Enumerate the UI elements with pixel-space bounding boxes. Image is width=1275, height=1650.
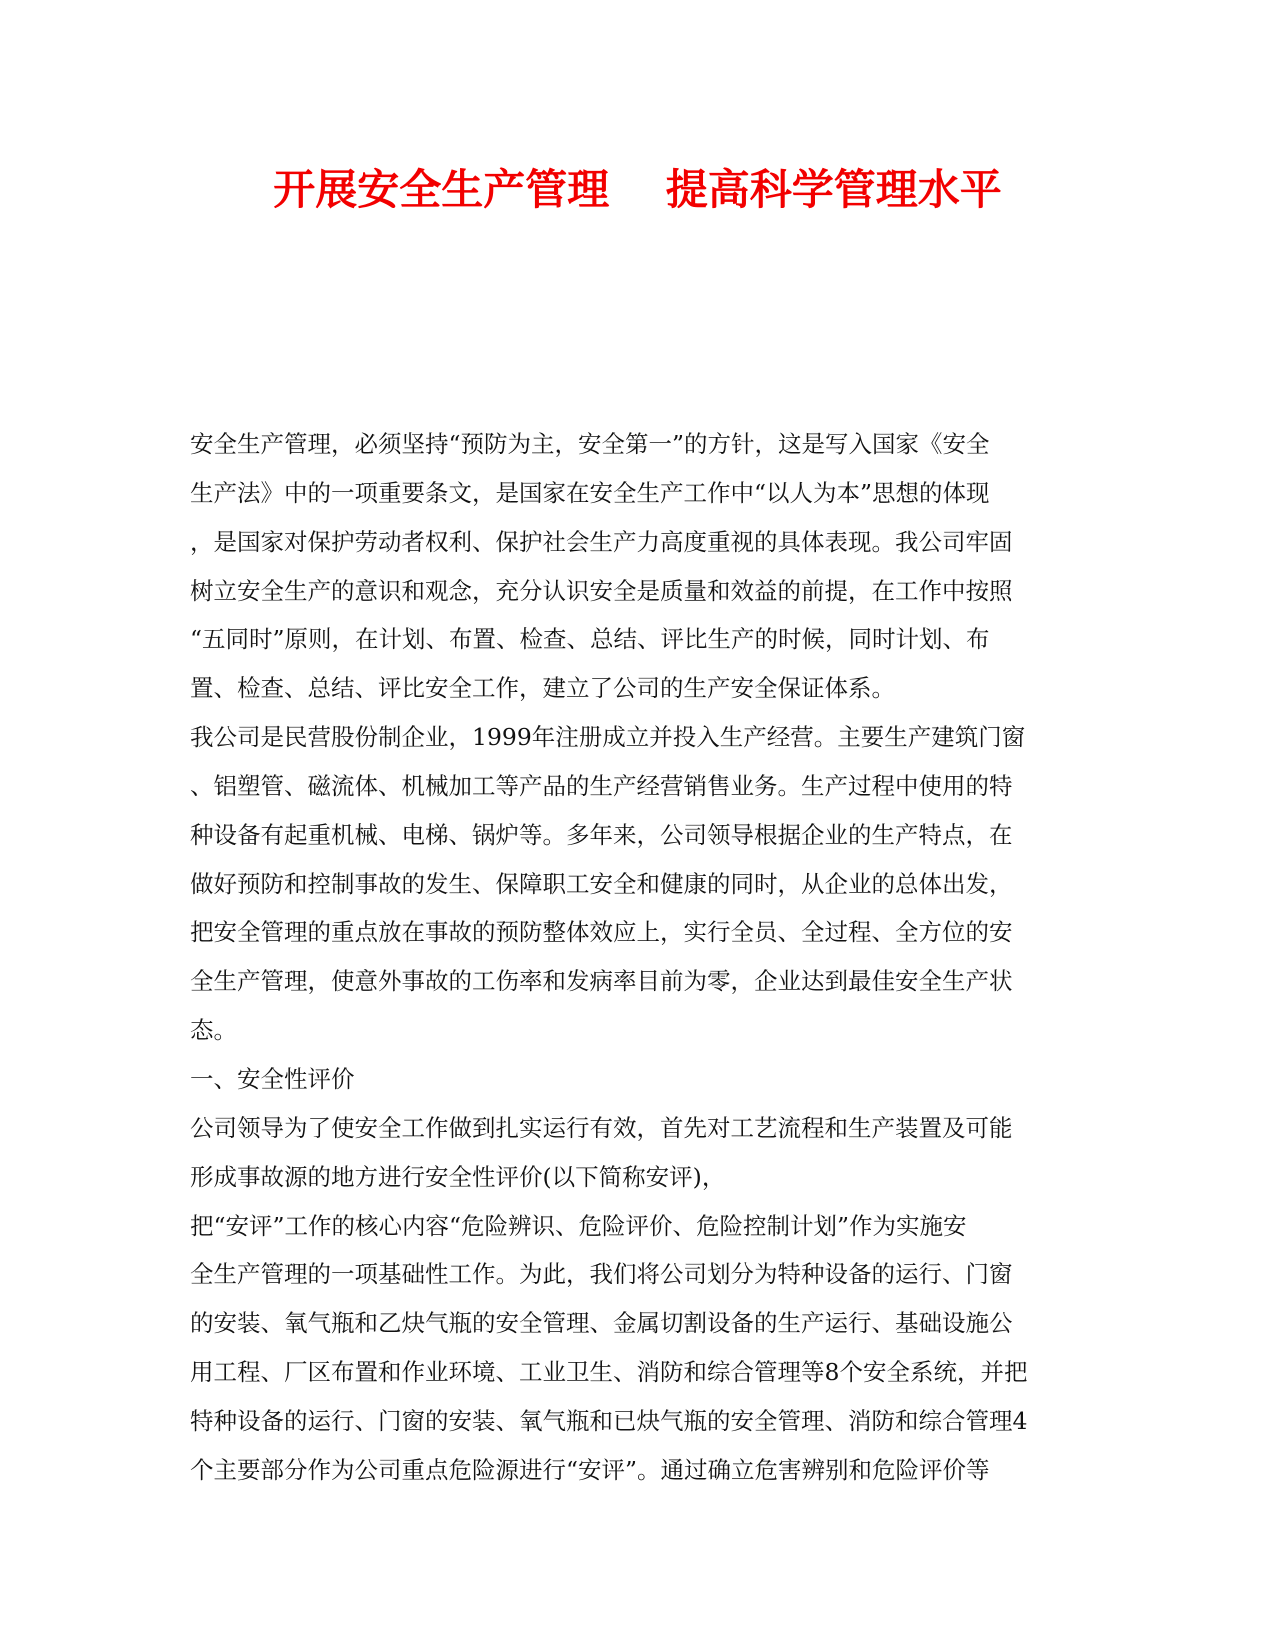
body-line: 的安装、氧气瓶和乙炔气瓶的安全管理、金属切割设备的生产运行、基础设施公	[190, 1309, 1013, 1338]
section-heading: 一、安全性评价	[190, 1064, 355, 1093]
body-line: 我公司是民营股份制企业，1999年注册成立并投入生产经营。主要生产建筑门窗	[190, 723, 1026, 752]
body-line: 全生产管理的一项基础性工作。为此，我们将公司划分为特种设备的运行、门窗	[190, 1260, 1013, 1289]
body-line: 、铝塑管、磁流体、机械加工等产品的生产经营销售业务。生产过程中使用的特	[190, 771, 1013, 800]
document-title: 开展安全生产管理 提高科学管理水平	[273, 165, 1002, 214]
body-line: 公司领导为了使安全工作做到扎实运行有效，首先对工艺流程和生产装置及可能	[190, 1113, 1013, 1142]
body-line: 置、检查、总结、评比安全工作，建立了公司的生产安全保证体系。	[190, 674, 895, 703]
body-line: 种设备有起重机械、电梯、锅炉等。多年来，公司领导根据企业的生产特点，在	[190, 820, 1013, 849]
body-line: ，是国家对保护劳动者权利、保护社会生产力高度重视的具体表现。我公司牢固	[190, 527, 1013, 556]
body-line: 把“安评”工作的核心内容“危险辨识、危险评价、危险控制计划”作为实施安	[190, 1211, 967, 1240]
body-line: 把安全管理的重点放在事故的预防整体效应上，实行全员、全过程、全方位的安	[190, 918, 1013, 947]
document-body	[190, 420, 1070, 1495]
body-line: “五同时”原则，在计划、布置、检查、总结、评比生产的时候，同时计划、布	[190, 625, 990, 654]
body-line: 树立安全生产的意识和观念，充分认识安全是质量和效益的前提，在工作中按照	[190, 576, 1013, 605]
body-line: 全生产管理，使意外事故的工伤率和发病率目前为零，企业达到最佳安全生产状	[190, 967, 1013, 996]
body-line: 形成事故源的地方进行安全性评价(以下简称安评)，	[190, 1162, 726, 1191]
body-line: 做好预防和控制事故的发生、保障职工安全和健康的同时，从企业的总体出发，	[190, 869, 1013, 898]
body-line: 用工程、厂区布置和作业环境、工业卫生、消防和综合管理等8个安全系统，并把	[190, 1358, 1028, 1387]
body-line: 特种设备的运行、门窗的安装、氧气瓶和已炔气瓶的安全管理、消防和综合管理4	[190, 1406, 1028, 1435]
body-line: 个主要部分作为公司重点危险源进行“安评”。通过确立危害辨别和危险评价等	[190, 1455, 990, 1484]
body-line: 态。	[190, 1016, 237, 1045]
body-line: 安全生产管理，必须坚持“预防为主，安全第一”的方针，这是写入国家《安全	[190, 430, 990, 458]
body-line: 生产法》中的一项重要条文，是国家在安全生产工作中“以人为本”思想的体现	[190, 478, 990, 507]
